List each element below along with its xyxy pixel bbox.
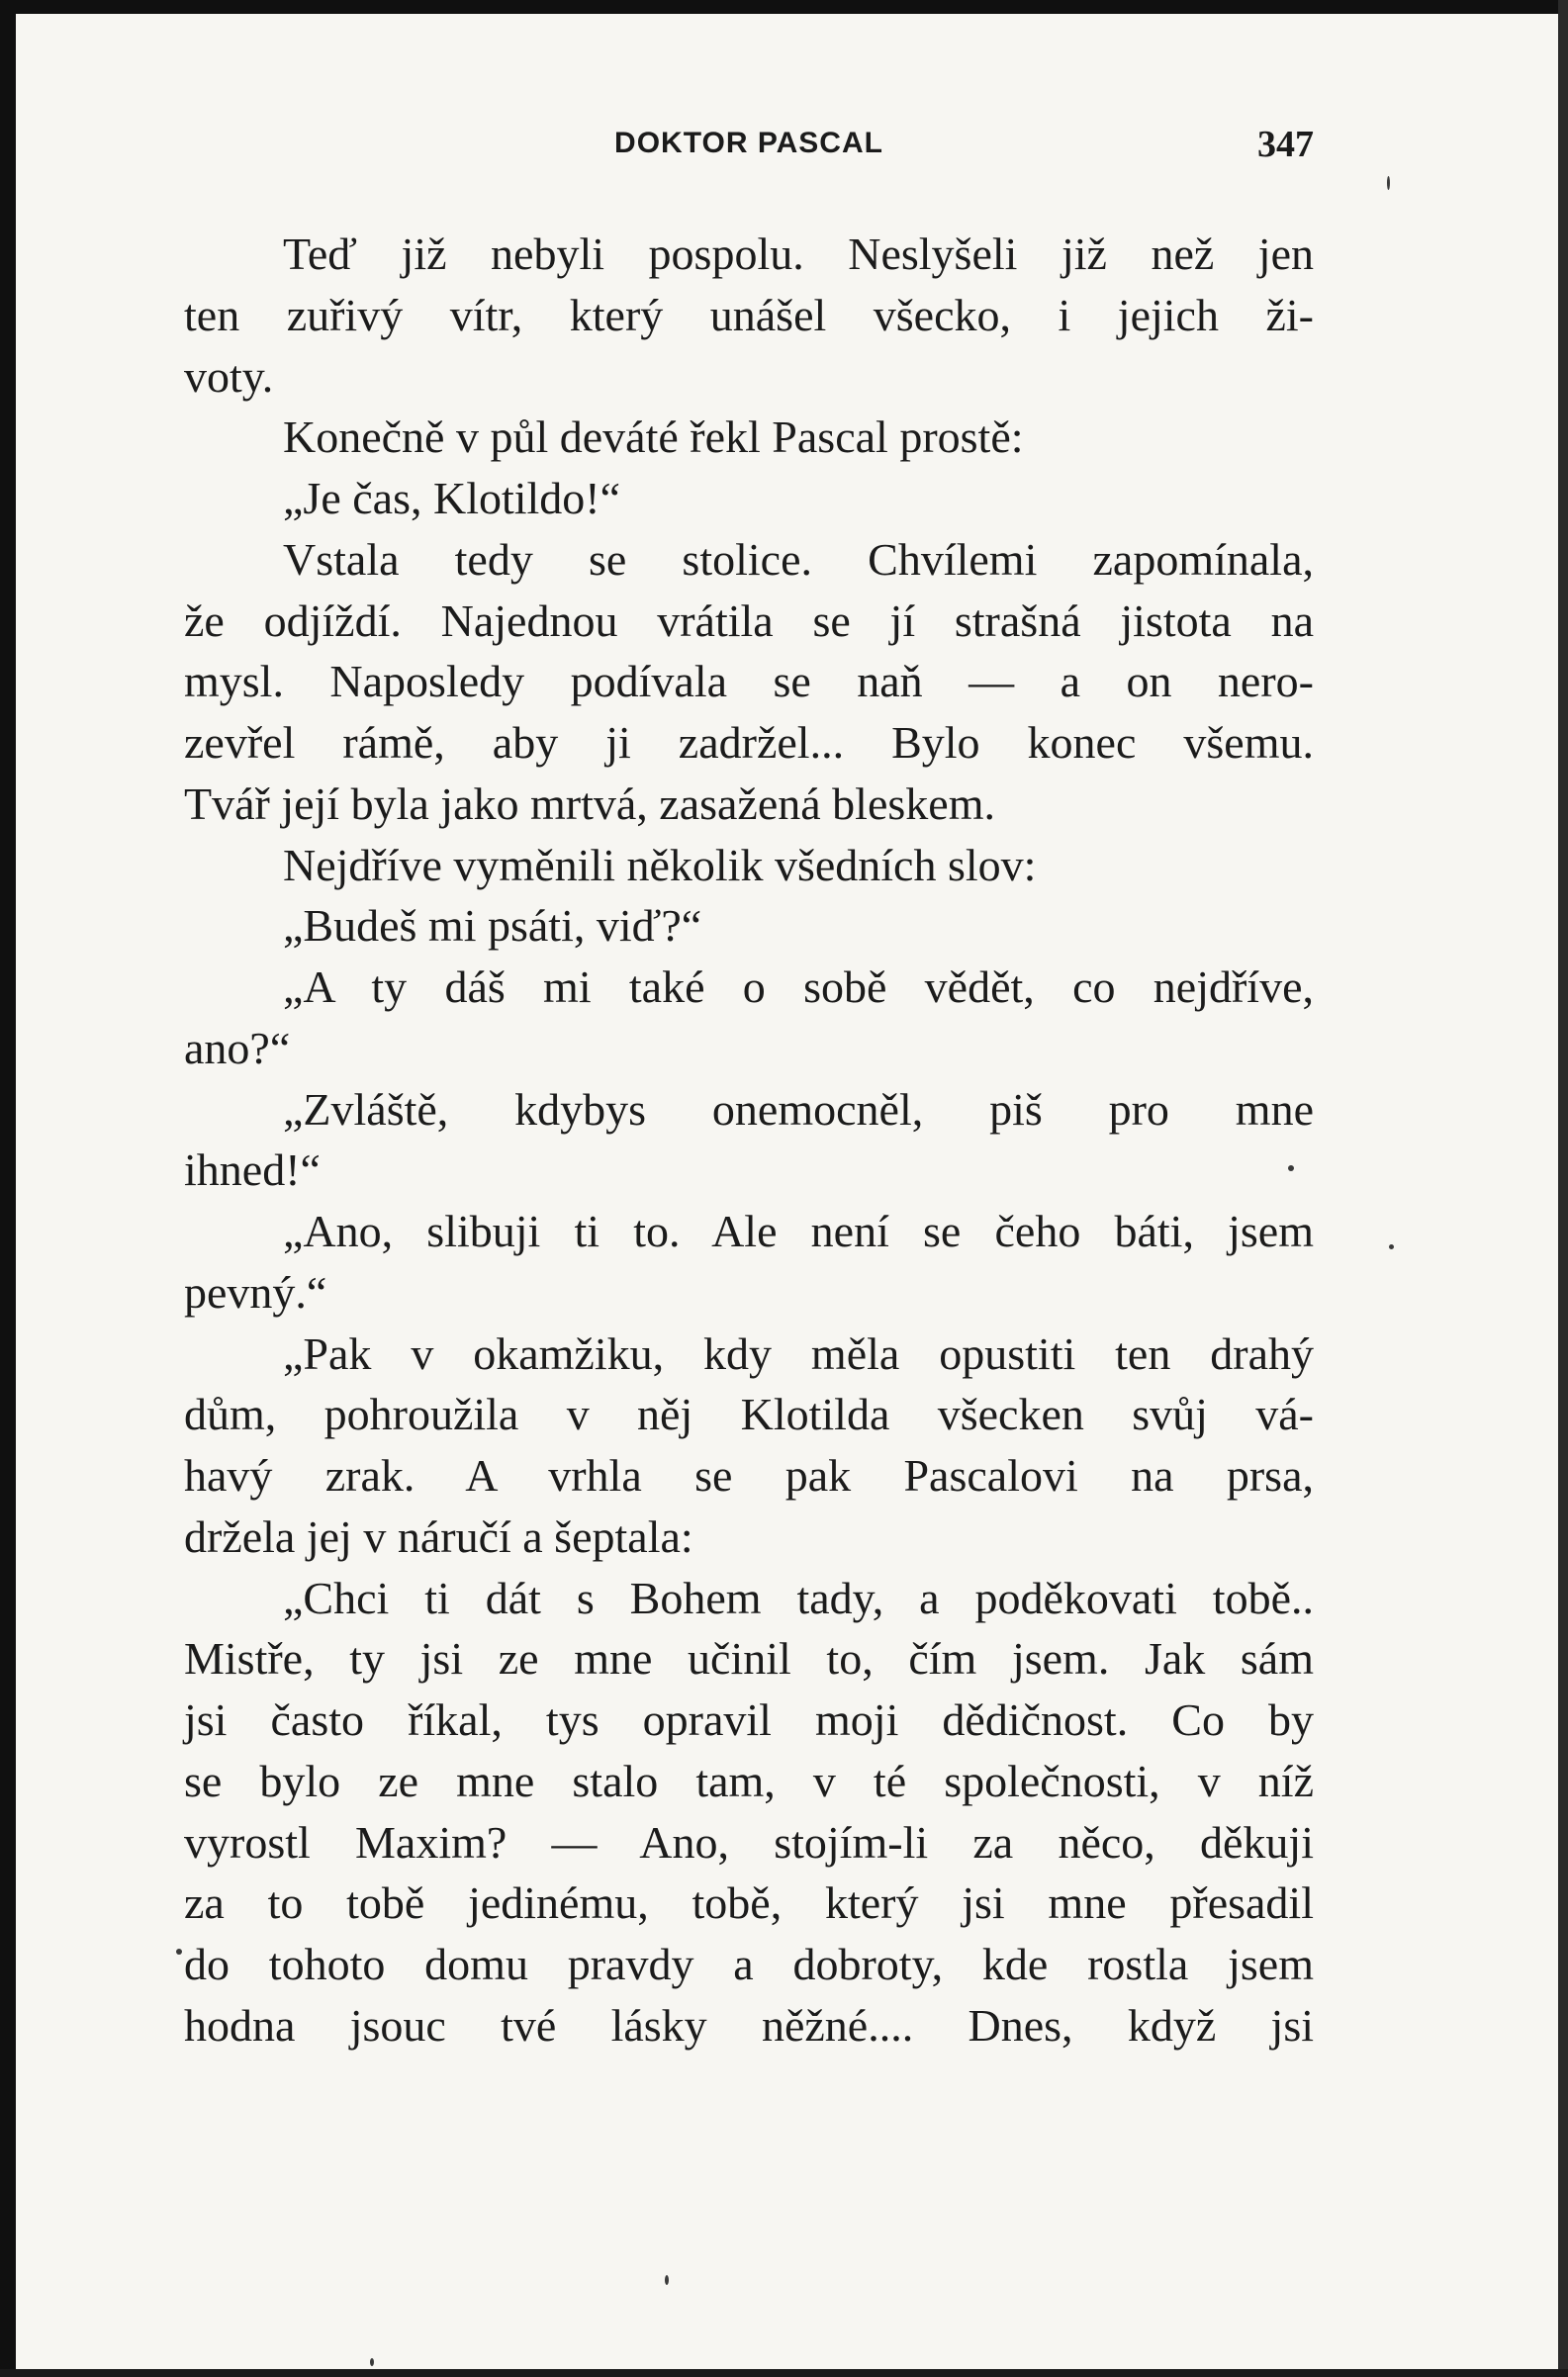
text-line: za to tobě jedinému, tobě, který jsi mne přesadil	[184, 1877, 1314, 1929]
text-line: ano?“	[184, 1022, 291, 1073]
scan-speck	[1387, 176, 1390, 190]
text-line: do tohoto domu pravdy a dobroty, kde rostla jsem	[184, 1939, 1314, 1989]
text-line: „Chci ti dát s Bohem tady, a poděkovati tobě..	[283, 1572, 1314, 1623]
text-line: Tvář její byla jako mrtvá, zasažená bleskem.	[184, 777, 995, 829]
page-number: 347	[1257, 124, 1314, 165]
text-line: „Pak v okamžiku, kdy měla opustiti ten drahý	[283, 1327, 1314, 1379]
scan-border-left	[0, 0, 16, 2377]
text-line: „Budeš mi psáti, viď?“	[283, 900, 702, 952]
text-line: havý zrak. A vrhla se pak Pascalovi na prsa,	[184, 1450, 1314, 1501]
text-line: Konečně v půl deváté řekl Pascal prostě:	[283, 411, 1024, 463]
text-line: voty.	[184, 350, 274, 402]
text-line: „Zvláště, kdybys onemocněl, piš pro mne	[283, 1083, 1314, 1135]
text-line: Vstala tedy se stolice. Chvílemi zapomínala,	[283, 533, 1314, 585]
scan-border-right	[1558, 0, 1568, 2377]
text-line: pevný.“	[184, 1266, 327, 1318]
text-line: ten zuřivý vítr, který unášel všecko, i jejich ži-	[184, 289, 1314, 340]
text-line: „A ty dáš mi také o sobě vědět, co nejdříve,	[283, 961, 1314, 1012]
text-line: držela jej v náručí a šeptala:	[184, 1510, 693, 1562]
text-line: dům, pohroužila v něj Klotilda všecken svůj vá-	[184, 1389, 1314, 1440]
text-line: „Ano, slibuji ti to. Ale není se čeho báti, jsem	[283, 1206, 1314, 1256]
running-title: DOKTOR PASCAL	[614, 127, 883, 159]
text-line: Teď již nebyli pospolu. Neslyšeli již než jen	[283, 229, 1314, 279]
text-line: Mistře, ty jsi ze mne učinil to, čím jsem. Jak sám	[184, 1633, 1314, 1685]
text-line: že odjíždí. Najednou vrátila se jí strašná jistota na	[184, 594, 1314, 646]
scan-border-bottom	[0, 2369, 1568, 2377]
scan-speck	[1288, 1165, 1294, 1171]
text-line: zevřel rámě, aby ji zadržel... Bylo konec všemu.	[184, 717, 1314, 768]
text-line: vyrostl Maxim? — Ano, stojím-li za něco, děkuji	[184, 1816, 1314, 1868]
scan-border-top	[0, 0, 1568, 14]
text-line: se bylo ze mne stalo tam, v té společnosti, v níž	[184, 1755, 1314, 1806]
scan-speck	[176, 1949, 182, 1955]
text-line: ihned!“	[184, 1144, 321, 1196]
text-line: Nejdříve vyměnili několik všedních slov:	[283, 839, 1037, 890]
body-text	[184, 224, 1314, 2057]
text-line: jsi často říkal, tys opravil moji dědičnost. Co by	[184, 1694, 1314, 1745]
page-header	[184, 124, 1314, 176]
text-line: „Je čas, Klotildo!“	[283, 473, 621, 523]
scan-speck	[1389, 1244, 1394, 1249]
text-line: mysl. Naposledy podívala se naň — a on nero-	[184, 656, 1314, 707]
scan-speck	[370, 2358, 374, 2366]
text-line: hodna jsouc tvé lásky něžné.... Dnes, když jsi	[184, 1999, 1314, 2051]
scan-speck	[665, 2275, 669, 2285]
